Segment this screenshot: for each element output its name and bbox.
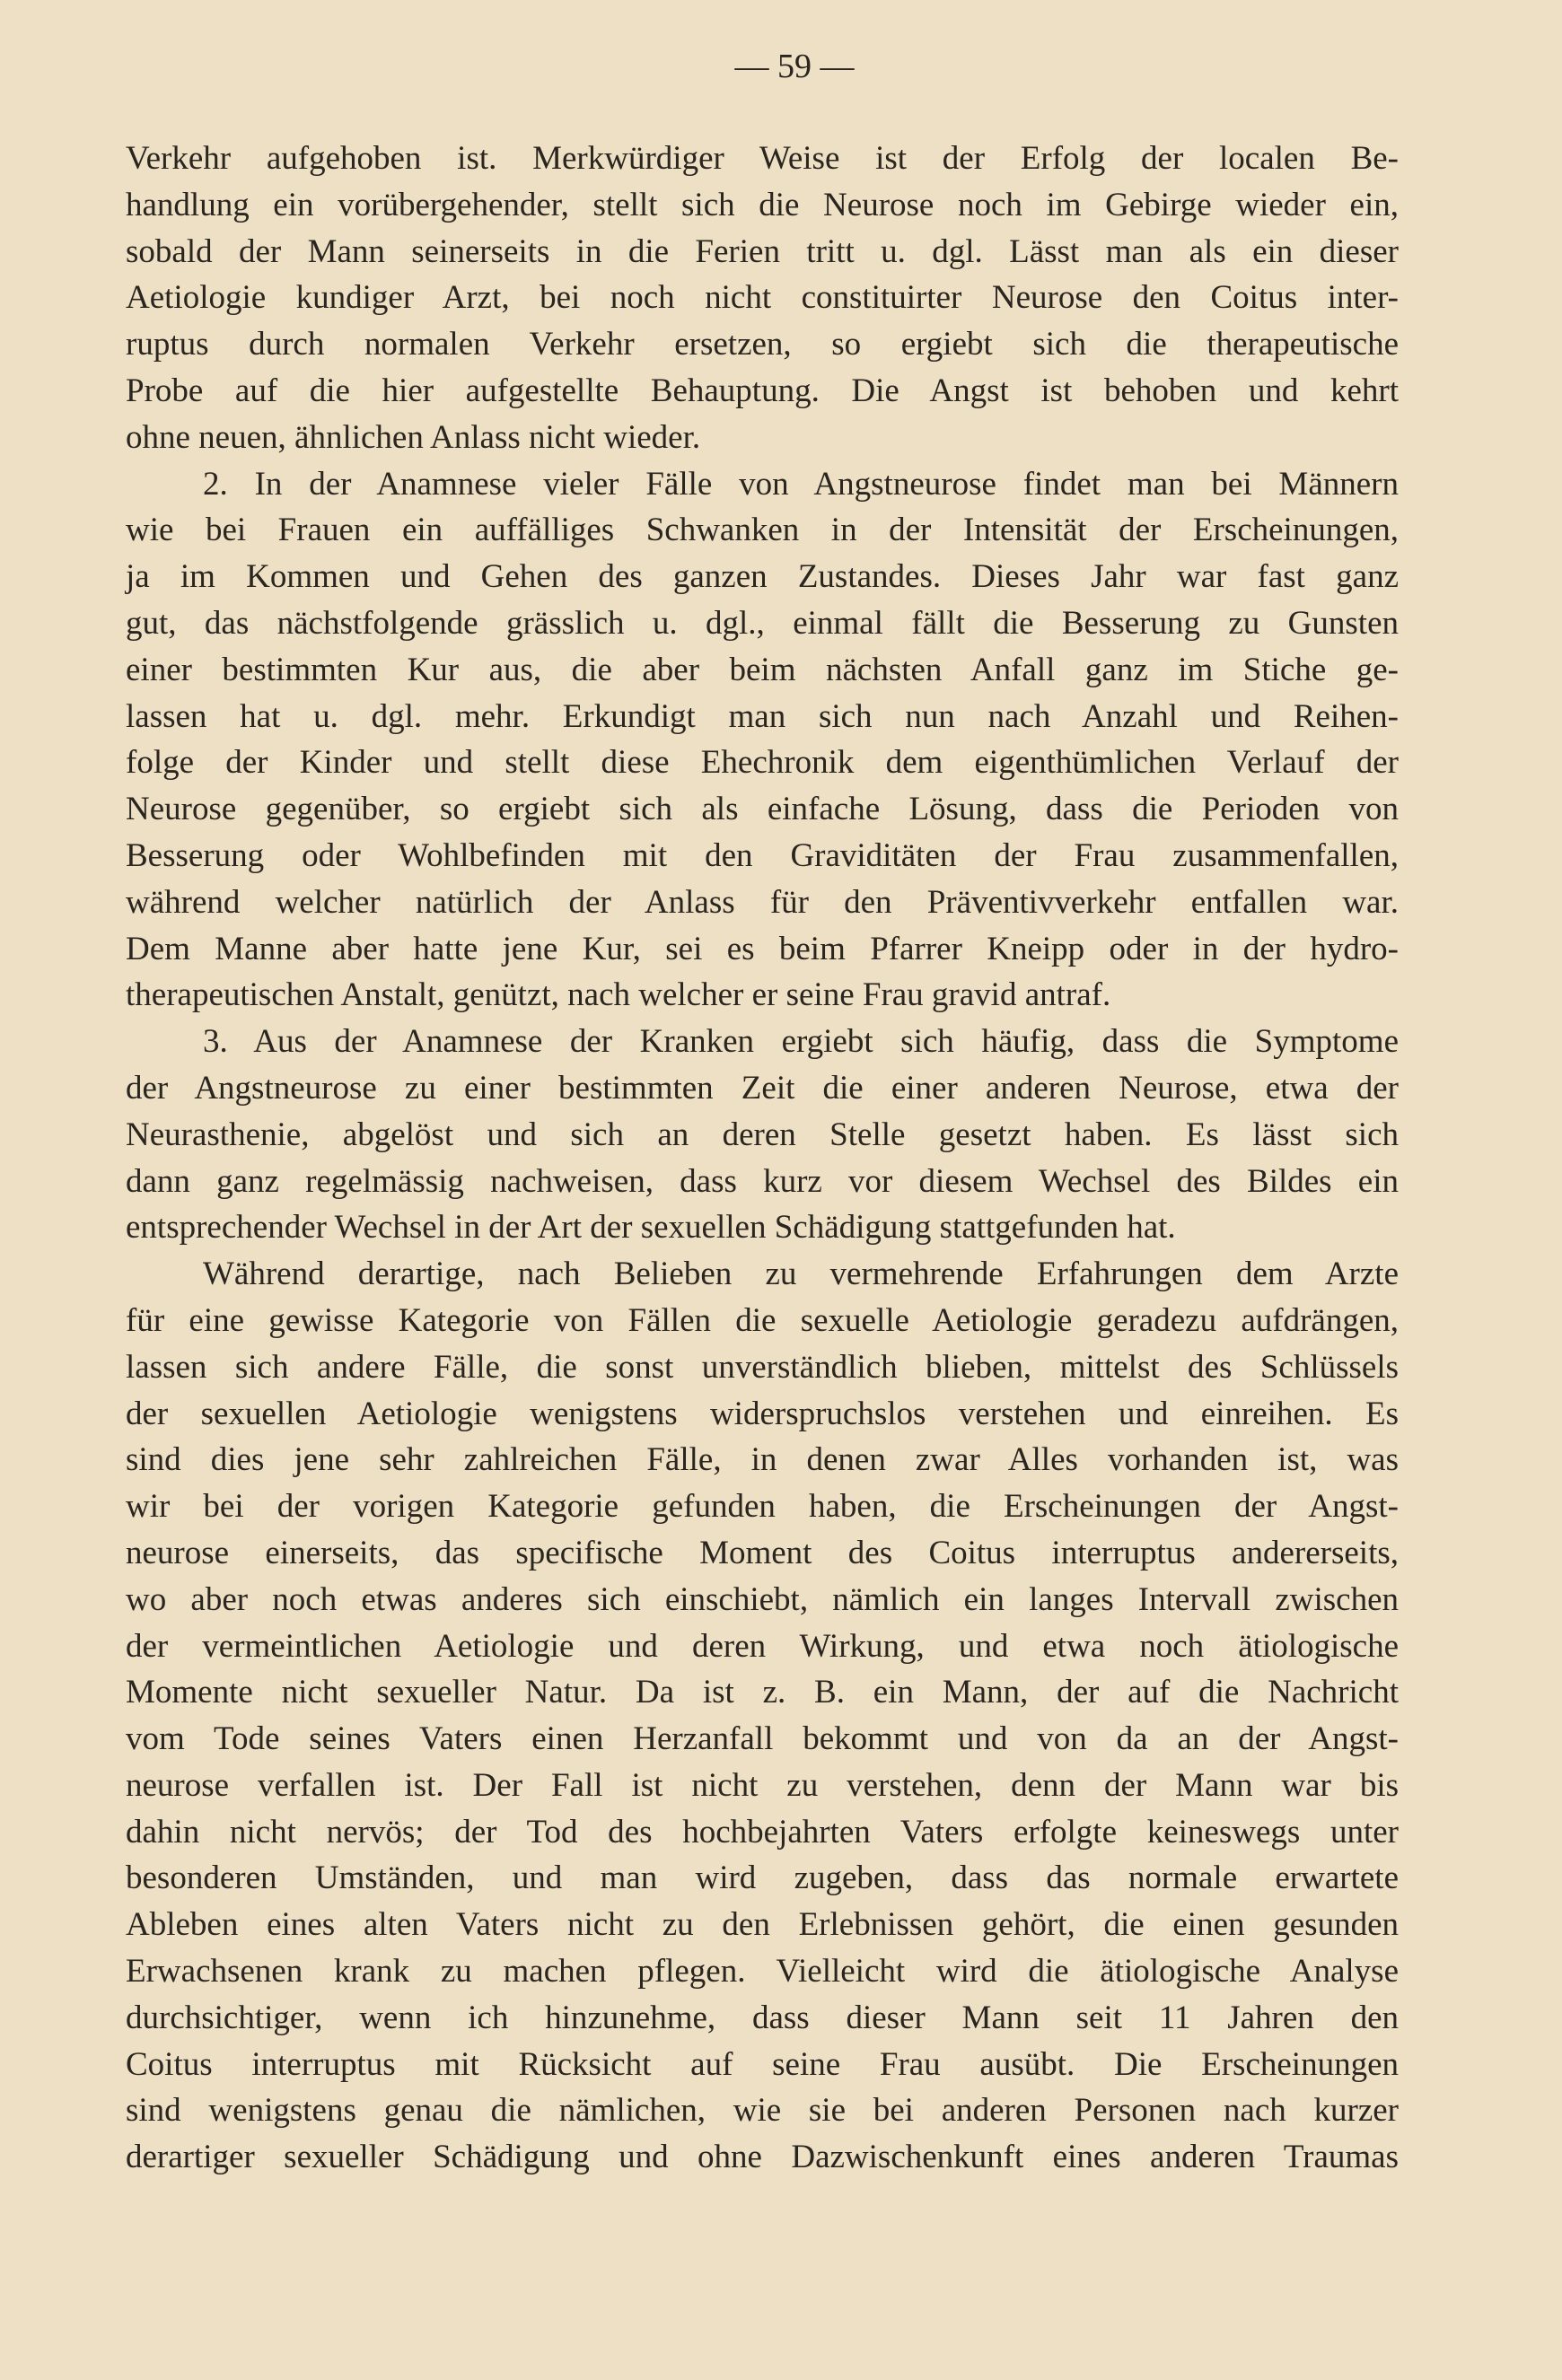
text-line: Ableben eines alten Vaters nicht zu den Erlebnissen gehört, die einen gesunden [126, 1906, 1399, 1944]
text-line: besonderen Umständen, und man wird zugeben, dass das normale erwartete [126, 1859, 1399, 1897]
text-line: dann ganz regelmässig nachweisen, dass kurz vor diesem Wechsel des Bildes ein [126, 1162, 1399, 1200]
text-line: wie bei Frauen ein auffälliges Schwanken in der Intensität der Erscheinungen, [126, 512, 1399, 549]
text-line: Erwachsenen krank zu machen pflegen. Vielleicht wird die ätiologische Analyse [126, 1953, 1399, 1991]
text-line: lassen hat u. dgl. mehr. Erkundigt man sich nun nach Anzahl und Reihen- [126, 697, 1399, 735]
text-line: therapeutischen Anstalt, genützt, nach welcher er seine Frau gravid antraf. [126, 976, 1111, 1014]
text-line: sind wenigstens genau die nämlichen, wie sie bei anderen Personen nach kurzer [126, 2092, 1399, 2130]
text-line: sind dies jene sehr zahlreichen Fälle, in denen zwar Alles vorhanden ist, was [126, 1441, 1399, 1479]
text-line: Momente nicht sexueller Natur. Da ist z. B. ein Mann, der auf die Nachricht [126, 1674, 1399, 1711]
text-line: lassen sich andere Fälle, die sonst unverständlich blieben, mittelst des Schlüssels [126, 1348, 1399, 1386]
text-line: Neurasthenie, abgelöst und sich an deren Stelle gesetzt haben. Es lässt sich [126, 1116, 1399, 1153]
text-line: ruptus durch normalen Verkehr ersetzen, so ergiebt sich die therapeutische [126, 326, 1399, 363]
text-line: gut, das nächstfolgende grässlich u. dgl., einmal fällt die Besserung zu Gunsten [126, 604, 1399, 642]
text-line: einer bestimmten Kur aus, die aber beim nächsten Anfall ganz im Stiche ge- [126, 651, 1399, 688]
text-line: wir bei der vorigen Kategorie gefunden haben, die Erscheinungen der Angst- [126, 1488, 1399, 1526]
page-number: — 59 — [734, 48, 855, 85]
text-line: der Angstneurose zu einer bestimmten Zeit die einer anderen Neurose, etwa der [126, 1069, 1399, 1107]
text-line: durchsichtiger, wenn ich hinzunehme, dass dieser Mann seit 11 Jahren den [126, 1999, 1399, 2036]
text-line: neurose einerseits, das specifische Moment des Coitus interruptus andererseits, [126, 1534, 1399, 1571]
text-line: Dem Manne aber hatte jene Kur, sei es beim Pfarrer Kneipp oder in der hydro- [126, 930, 1399, 967]
text-line: folge der Kinder und stellt diese Ehechronik dem eigenthümlichen Verlauf der [126, 744, 1399, 782]
body-text [126, 136, 1399, 2181]
text-line: für eine gewisse Kategorie von Fällen die sexuelle Aetiologie geradezu aufdrängen, [126, 1301, 1399, 1339]
text-line: 3. Aus der Anamnese der Kranken ergiebt sich häufig, dass die Symptome [203, 1023, 1399, 1061]
text-line: ja im Kommen und Gehen des ganzen Zustandes. Dieses Jahr war fast ganz [126, 558, 1399, 596]
text-line: Verkehr aufgehoben ist. Merkwürdiger Weise ist der Erfolg der localen Be- [126, 140, 1399, 177]
text-line: Während derartige, nach Belieben zu vermehrende Erfahrungen dem Arzte [203, 1256, 1399, 1293]
text-line: der vermeintlichen Aetiologie und deren Wirkung, und etwa noch ätiologische [126, 1627, 1399, 1665]
text-line: Besserung oder Wohlbefinden mit den Graviditäten der Frau zusammenfallen, [126, 836, 1399, 874]
text-line: ohne neuen, ähnlichen Anlass nicht wieder. [126, 418, 701, 456]
text-line: neurose verfallen ist. Der Fall ist nicht zu verstehen, denn der Mann war bis [126, 1766, 1399, 1804]
text-line: handlung ein vorübergehender, stellt sich die Neurose noch im Gebirge wieder ein, [126, 186, 1399, 223]
text-line: vom Tode seines Vaters einen Herzanfall bekommt und von da an der Angst- [126, 1720, 1399, 1758]
text-line: Coitus interruptus mit Rücksicht auf seine Frau ausübt. Die Erscheinungen [126, 2045, 1399, 2083]
text-line: Probe auf die hier aufgestellte Behauptung. Die Angst ist behoben und kehrt [126, 372, 1399, 409]
text-line: sobald der Mann seinerseits in die Ferien tritt u. dgl. Lässt man als ein dieser [126, 232, 1399, 270]
text-line: während welcher natürlich der Anlass für den Präventivverkehr entfallen war. [126, 883, 1399, 921]
text-line: dahin nicht nervös; der Tod des hochbejahrten Vaters erfolgte keineswegs unter [126, 1813, 1399, 1851]
text-line: entsprechender Wechsel in der Art der sexuellen Schädigung stattgefunden hat. [126, 1209, 1176, 1247]
text-line: 2. In der Anamnese vieler Fälle von Angstneurose findet man bei Männern [203, 465, 1399, 503]
text-line: wo aber noch etwas anderes sich einschiebt, nämlich ein langes Intervall zwischen [126, 1580, 1399, 1618]
text-line: der sexuellen Aetiologie wenigstens widerspruchslos verstehen und einreihen. Es [126, 1395, 1399, 1432]
text-line: derartiger sexueller Schädigung und ohne Dazwischenkunft eines anderen Traumas [126, 2139, 1399, 2176]
text-line: Aetiologie kundiger Arzt, bei noch nicht constituirter Neurose den Coitus inter- [126, 279, 1399, 317]
text-line: Neurose gegenüber, so ergiebt sich als einfache Lösung, dass die Perioden von [126, 791, 1399, 828]
